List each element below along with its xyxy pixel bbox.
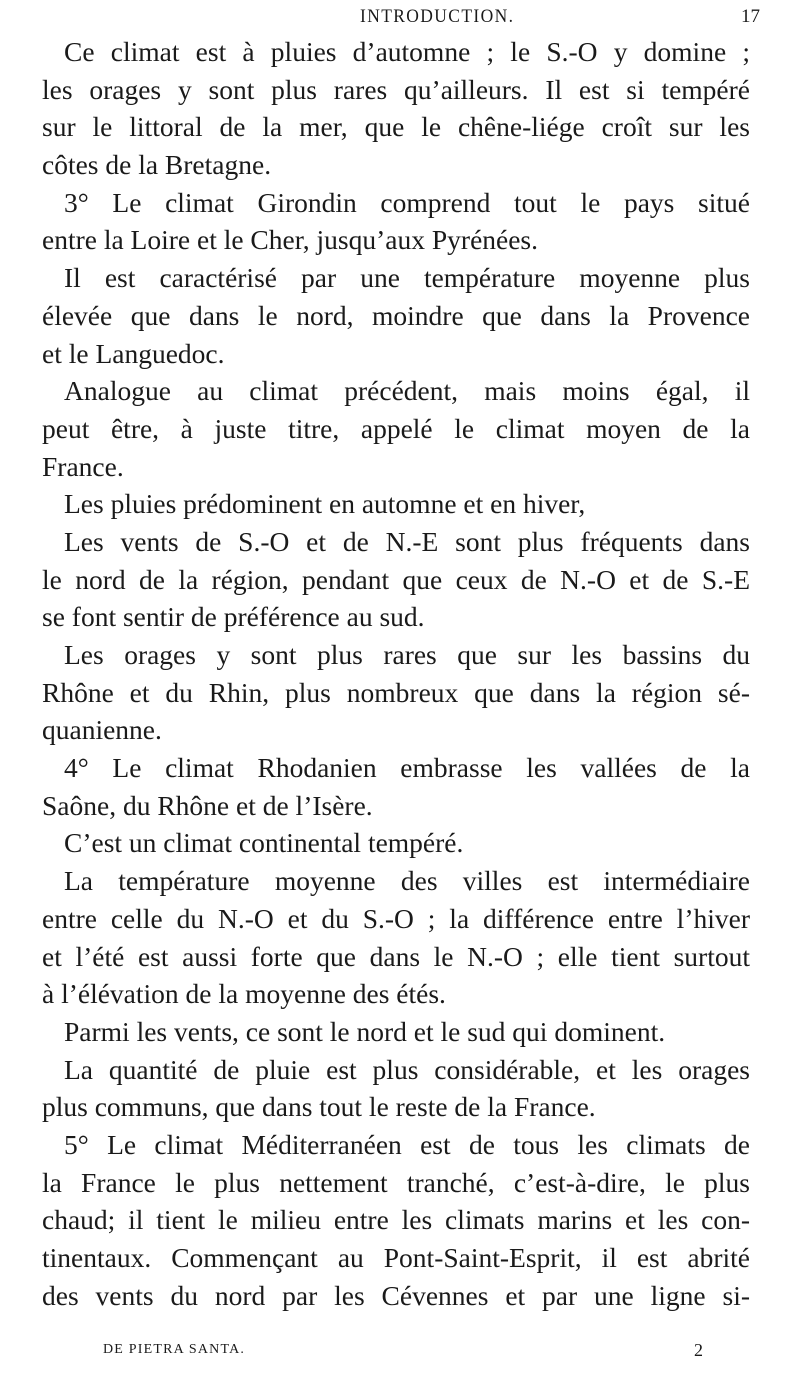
text-line: les orages y sont plus rares qu’ailleurs. Il est si tempéré <box>42 73 750 105</box>
text-line: Les vents de S.-O et de N.-E sont plus fréquents dans <box>64 525 750 557</box>
paragraph <box>42 485 750 523</box>
text-line: côtes de la Bretagne. <box>42 149 272 181</box>
text-line: et l’été est aussi forte que dans le N.-O ; elle tient surtout <box>42 940 750 972</box>
text-line: chaud; il tient le milieu entre les climats marins et les con- <box>42 1204 750 1236</box>
text-line: France. <box>42 450 124 482</box>
paragraph <box>42 636 750 749</box>
text-line: Les orages y sont plus rares que sur les bassins du <box>64 639 750 670</box>
body-text <box>42 33 750 1314</box>
paragraph <box>42 824 750 862</box>
running-head <box>0 2 800 32</box>
paragraph <box>42 372 750 485</box>
paragraph <box>42 259 750 372</box>
paragraph <box>42 184 750 259</box>
text-line: entre la Loire et le Cher, jusqu’aux Pyrénées. <box>42 224 539 256</box>
paragraph <box>42 33 750 184</box>
text-line: C’est un climat continental tempéré. <box>64 827 464 859</box>
page-footer <box>0 1340 800 1365</box>
text-line: La quantité de pluie est plus considérable, et les orages <box>64 1053 750 1085</box>
text-line: quanienne. <box>42 714 162 746</box>
text-line: Ce climat est à pluies d’automne ; le S.-O y domine ; <box>64 36 750 67</box>
paragraph <box>42 523 750 636</box>
text-line: Les pluies prédominent en automne et en hiver, <box>64 488 586 520</box>
text-line: Rhône et du Rhin, plus nombreux que dans la région sé- <box>42 676 750 708</box>
text-line: Saône, du Rhône et de l’Isère. <box>42 789 373 821</box>
text-line: entre celle du N.-O et du S.-O ; la différence entre l’hiver <box>42 902 750 934</box>
text-line: sur le littoral de la mer, que le chêne-liége croît sur les <box>42 111 750 143</box>
text-line: La température moyenne des villes est intermédiaire <box>64 865 750 897</box>
paragraph <box>42 1051 750 1126</box>
text-line: le nord de la région, pendant que ceux de N.-O et de S.-E <box>42 563 750 595</box>
paragraph <box>42 1013 750 1051</box>
text-line: plus communs, que dans tout le reste de la France. <box>42 1091 596 1123</box>
paragraph <box>42 749 750 824</box>
paragraph <box>42 862 750 1013</box>
text-line: Il est caractérisé par une température moyenne plus <box>64 262 750 294</box>
printer-signature-mark: DE PIETRA SANTA. <box>103 1342 246 1357</box>
text-line: peut être, à juste titre, appelé le climat moyen de la <box>42 412 750 444</box>
text-line: se font sentir de préférence au sud. <box>42 601 425 633</box>
text-line: des vents du nord par les Cévennes et par une ligne si- <box>42 1279 750 1311</box>
text-line: 5° Le climat Méditerranéen est de tous les climats de <box>64 1128 750 1160</box>
text-line: et le Languedoc. <box>42 337 225 369</box>
text-line: élevée que dans le nord, moindre que dans la Provence <box>42 299 750 331</box>
text-line: Parmi les vents, ce sont le nord et le sud qui dominent. <box>64 1015 666 1047</box>
text-line: Analogue au climat précédent, mais moins égal, il <box>64 375 750 407</box>
text-line: 4° Le climat Rhodanien embrasse les vallées de la <box>64 752 750 784</box>
text-line: tinentaux. Commençant au Pont-Saint-Esprit, il est abrité <box>42 1242 750 1273</box>
text-line: la France le plus nettement tranché, c’est-à-dire, le plus <box>42 1166 750 1198</box>
running-title: INTRODUCTION. <box>360 6 515 27</box>
page-number: 17 <box>741 6 760 27</box>
text-line: 3° Le climat Girondin comprend tout le pays situé <box>64 186 750 218</box>
paragraph <box>42 1126 750 1314</box>
text-line: à l’élévation de la moyenne des étés. <box>42 978 446 1010</box>
signature-number: 2 <box>694 1340 703 1360</box>
